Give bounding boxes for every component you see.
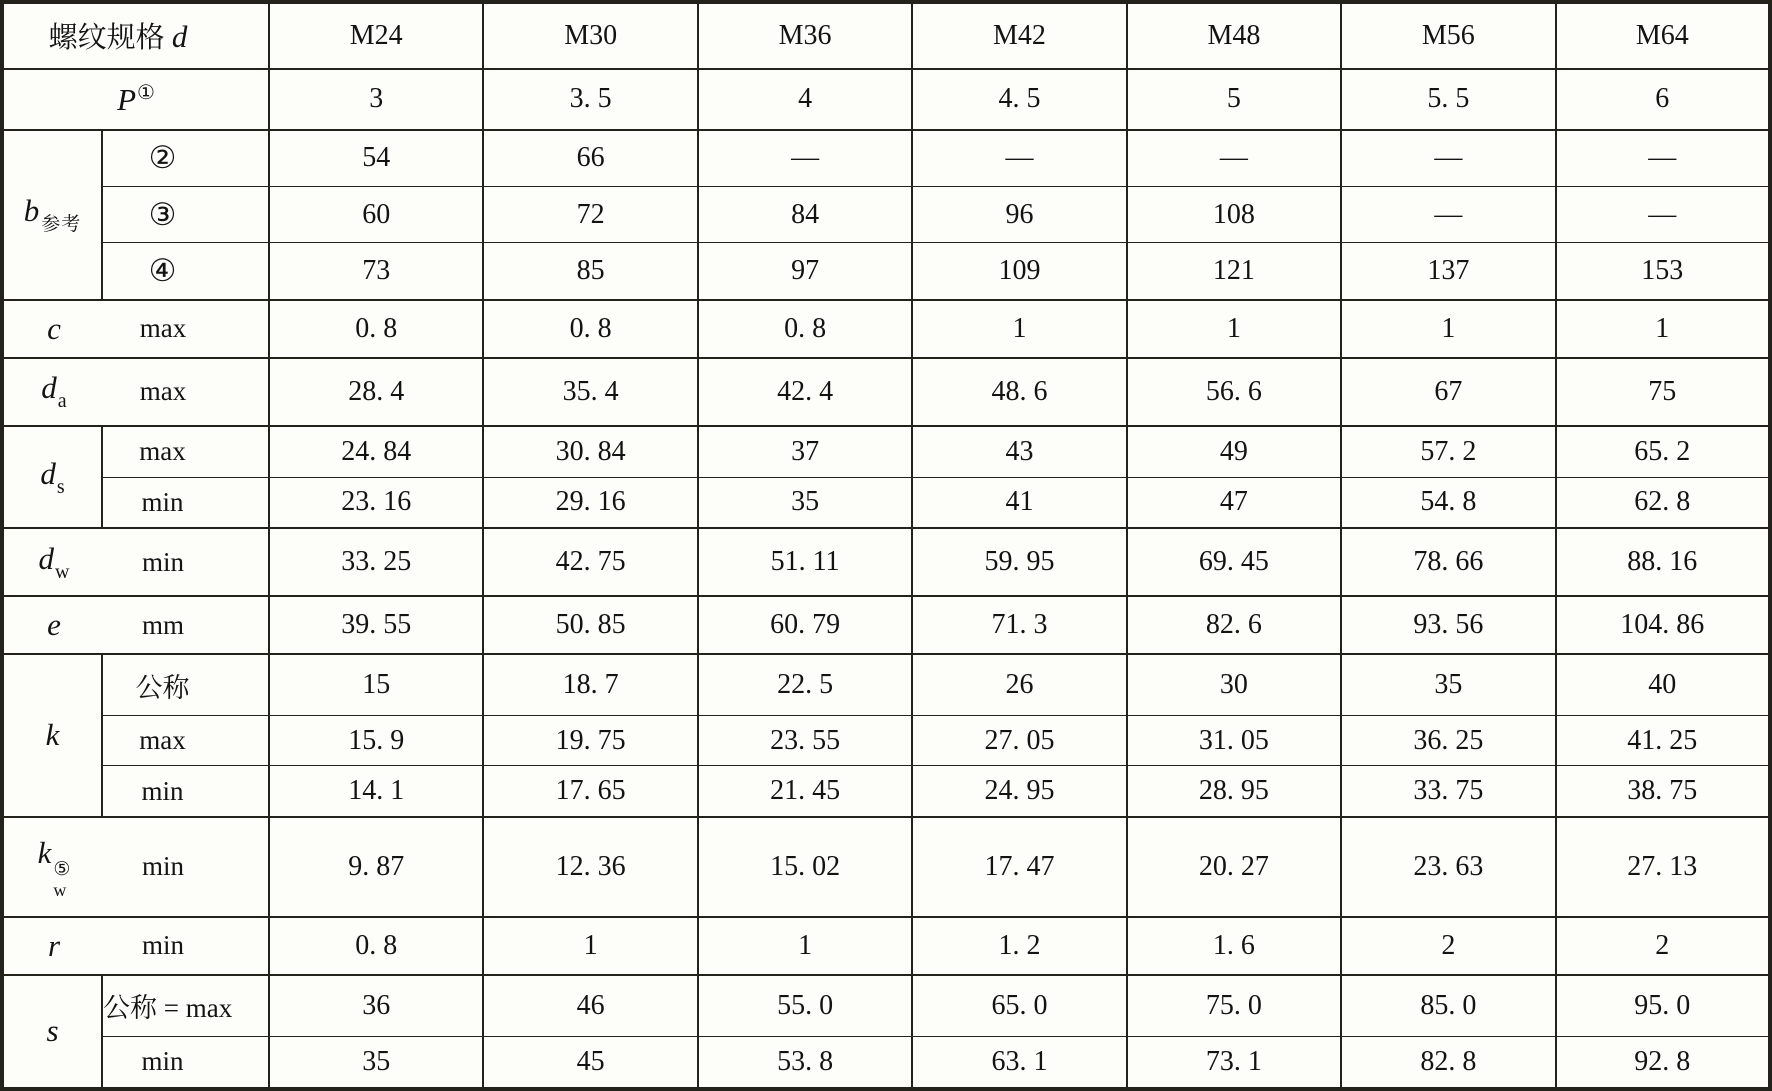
cell-b-ref-4-m42: 109 bbox=[912, 243, 1126, 300]
cell-c-m64: 1 bbox=[1556, 300, 1770, 358]
cell-k-w-m56: 23. 63 bbox=[1341, 817, 1555, 917]
cell-k-nom-m48: 30 bbox=[1127, 654, 1341, 716]
cell-r-m48: 1. 6 bbox=[1127, 917, 1341, 975]
row-variable-subscript: w bbox=[55, 560, 70, 583]
cell-d-s-max-m56: 57. 2 bbox=[1341, 426, 1555, 477]
cell-d-w-m64: 88. 16 bbox=[1556, 528, 1770, 596]
row-label-c bbox=[2, 300, 269, 358]
cell-k-min-m36: 21. 45 bbox=[698, 766, 912, 817]
cell-b-ref-3-m30: 72 bbox=[483, 187, 697, 243]
cell-s-nom-m30: 46 bbox=[483, 975, 697, 1037]
cell-d-w-m56: 78. 66 bbox=[1341, 528, 1555, 596]
cell-r-m64: 2 bbox=[1556, 917, 1770, 975]
cell-d-s-max-m36: 37 bbox=[698, 426, 912, 477]
column-header-m36: M36 bbox=[698, 2, 912, 69]
column-header-m30: M30 bbox=[483, 2, 697, 69]
cell-k-max-m48: 31. 05 bbox=[1127, 716, 1341, 766]
cell-k-max-m30: 19. 75 bbox=[483, 716, 697, 766]
cell-d-s-max-m64: 65. 2 bbox=[1556, 426, 1770, 477]
row-sublabel-d-s-max: max bbox=[102, 426, 269, 477]
cell-b-ref-3-m64: — bbox=[1556, 187, 1770, 243]
cell-p-m56: 5. 5 bbox=[1341, 69, 1555, 130]
cell-c-m36: 0. 8 bbox=[698, 300, 912, 358]
cell-e-m64: 104. 86 bbox=[1556, 596, 1770, 654]
row-variable-e: e bbox=[47, 607, 61, 643]
cell-b-ref-4-m30: 85 bbox=[483, 243, 697, 300]
column-header-m42: M42 bbox=[912, 2, 1126, 69]
cell-s-nom-m36: 55. 0 bbox=[698, 975, 912, 1037]
cell-c-m42: 1 bbox=[912, 300, 1126, 358]
row-variable-zone bbox=[4, 311, 104, 347]
cell-b-ref-2-m24: 54 bbox=[269, 130, 483, 187]
table-row-e bbox=[2, 596, 1770, 654]
corner-label-cn: 螺纹规格 bbox=[48, 22, 165, 55]
cell-r-m42: 1. 2 bbox=[912, 917, 1126, 975]
table-row-k-nom bbox=[2, 654, 1770, 716]
cell-k-w-m64: 27. 13 bbox=[1556, 817, 1770, 917]
table-row-b-ref-2 bbox=[2, 130, 1770, 187]
row-variable-subscript: 参考 bbox=[41, 214, 82, 236]
cell-k-min-m42: 24. 95 bbox=[912, 766, 1126, 817]
cell-c-m24: 0. 8 bbox=[269, 300, 483, 358]
cell-p-m64: 6 bbox=[1556, 69, 1770, 130]
cell-p-m42: 4. 5 bbox=[912, 69, 1126, 130]
table-row-c bbox=[2, 300, 1770, 358]
cell-p-m30: 3. 5 bbox=[483, 69, 697, 130]
cell-e-m56: 93. 56 bbox=[1341, 596, 1555, 654]
cell-b-ref-4-m48: 121 bbox=[1127, 243, 1341, 300]
row-sublabel-d-w: min bbox=[142, 546, 185, 577]
cell-s-min-m24: 35 bbox=[269, 1036, 483, 1089]
row-sublabel-e: mm bbox=[142, 609, 185, 640]
cell-d-w-m24: 33. 25 bbox=[269, 528, 483, 596]
cell-b-ref-2-m30: 66 bbox=[483, 130, 697, 187]
row-variable-d-a: d bbox=[41, 370, 57, 406]
cell-c-m30: 0. 8 bbox=[483, 300, 697, 358]
cell-k-w-m48: 20. 27 bbox=[1127, 817, 1341, 917]
cell-d-a-m64: 75 bbox=[1556, 358, 1770, 426]
cell-s-min-m36: 53. 8 bbox=[698, 1036, 912, 1089]
row-label-s-nom bbox=[2, 975, 102, 1089]
cell-r-m30: 1 bbox=[483, 917, 697, 975]
cell-b-ref-2-m36: — bbox=[698, 130, 912, 187]
column-header-m24: M24 bbox=[269, 2, 483, 69]
cell-s-min-m42: 63. 1 bbox=[912, 1036, 1126, 1089]
cell-d-s-min-m56: 54. 8 bbox=[1341, 477, 1555, 528]
row-label-k-nom bbox=[2, 654, 102, 817]
cell-d-a-m56: 67 bbox=[1341, 358, 1555, 426]
cell-e-m48: 82. 6 bbox=[1127, 596, 1341, 654]
table-row-k-min bbox=[2, 766, 1770, 817]
cell-k-max-m36: 23. 55 bbox=[698, 716, 912, 766]
cell-k-max-m64: 41. 25 bbox=[1556, 716, 1770, 766]
row-label-e bbox=[2, 596, 269, 654]
cell-d-a-m36: 42. 4 bbox=[698, 358, 912, 426]
cell-d-s-min-m30: 29. 16 bbox=[483, 477, 697, 528]
table-row-r bbox=[2, 917, 1770, 975]
row-label-b-ref-2 bbox=[2, 130, 102, 300]
cell-d-s-max-m48: 49 bbox=[1127, 426, 1341, 477]
cell-b-ref-4-m64: 153 bbox=[1556, 243, 1770, 300]
cell-s-min-m56: 82. 8 bbox=[1341, 1036, 1555, 1089]
cell-s-min-m48: 73. 1 bbox=[1127, 1036, 1341, 1089]
cell-e-m24: 39. 55 bbox=[269, 596, 483, 654]
cell-s-nom-m48: 75. 0 bbox=[1127, 975, 1341, 1037]
cell-e-m36: 60. 79 bbox=[698, 596, 912, 654]
row-sublabel-s-min: min bbox=[102, 1036, 269, 1089]
column-header-m64: M64 bbox=[1556, 2, 1770, 69]
table-row-k-w bbox=[2, 817, 1770, 917]
cell-d-s-min-m36: 35 bbox=[698, 477, 912, 528]
cell-b-ref-2-m64: — bbox=[1556, 130, 1770, 187]
cell-k-w-m42: 17. 47 bbox=[912, 817, 1126, 917]
cell-d-s-min-m64: 62. 8 bbox=[1556, 477, 1770, 528]
cell-k-nom-m36: 22. 5 bbox=[698, 654, 912, 716]
cell-k-nom-m30: 18. 7 bbox=[483, 654, 697, 716]
row-sublabel-b-ref-3: ③ bbox=[102, 187, 269, 243]
cell-k-min-m48: 28. 95 bbox=[1127, 766, 1341, 817]
cell-k-w-m30: 12. 36 bbox=[483, 817, 697, 917]
row-sublabel-d-s-min: min bbox=[102, 477, 269, 528]
cell-d-w-m48: 69. 45 bbox=[1127, 528, 1341, 596]
cell-c-m48: 1 bbox=[1127, 300, 1341, 358]
row-variable-zone bbox=[4, 835, 104, 899]
row-variable-s-nom: s bbox=[46, 1013, 59, 1049]
cell-b-ref-2-m42: — bbox=[912, 130, 1126, 187]
table-row-d-a bbox=[2, 358, 1770, 426]
cell-b-ref-3-m42: 96 bbox=[912, 187, 1126, 243]
cell-d-s-max-m30: 30. 84 bbox=[483, 426, 697, 477]
cell-s-nom-m64: 95. 0 bbox=[1556, 975, 1770, 1037]
row-sublabel-b-ref-2: ② bbox=[102, 130, 269, 187]
column-header-m48: M48 bbox=[1127, 2, 1341, 69]
cell-k-min-m64: 38. 75 bbox=[1556, 766, 1770, 817]
cell-s-min-m64: 92. 8 bbox=[1556, 1036, 1770, 1089]
cell-s-nom-m56: 85. 0 bbox=[1341, 975, 1555, 1037]
row-variable-c: c bbox=[47, 310, 61, 346]
cell-k-min-m56: 33. 75 bbox=[1341, 766, 1555, 817]
table-row-p bbox=[2, 69, 1770, 130]
cell-k-min-m30: 17. 65 bbox=[483, 766, 697, 817]
row-variable-superscript: ⑤ bbox=[53, 858, 71, 880]
cell-d-a-m42: 48. 6 bbox=[912, 358, 1126, 426]
row-sublabel-k-nom: 公称 bbox=[102, 654, 269, 716]
cell-k-nom-m42: 26 bbox=[912, 654, 1126, 716]
cell-k-nom-m64: 40 bbox=[1556, 654, 1770, 716]
cell-k-nom-m24: 15 bbox=[269, 654, 483, 716]
row-variable-r: r bbox=[47, 927, 61, 963]
table-row-s-nom bbox=[2, 975, 1770, 1037]
table-corner-label bbox=[2, 2, 269, 69]
row-variable-zone bbox=[4, 928, 104, 964]
cell-d-s-min-m42: 41 bbox=[912, 477, 1126, 528]
table-row-k-max bbox=[2, 716, 1770, 766]
table-row-d-w bbox=[2, 528, 1770, 596]
row-sublabel-s-nom: 公称 = max bbox=[102, 975, 269, 1037]
cell-s-nom-m24: 36 bbox=[269, 975, 483, 1037]
row-variable-subscript: a bbox=[57, 390, 67, 413]
cell-p-m24: 3 bbox=[269, 69, 483, 130]
row-sublabel-r: min bbox=[142, 930, 185, 961]
row-variable-p: P bbox=[117, 82, 136, 118]
cell-d-w-m36: 51. 11 bbox=[698, 528, 912, 596]
table-row-s-min bbox=[2, 1036, 1770, 1089]
cell-b-ref-3-m48: 108 bbox=[1127, 187, 1341, 243]
row-label-d-s-max bbox=[2, 426, 102, 528]
row-variable-k-nom: k bbox=[45, 717, 60, 753]
row-sublabel-k-min: min bbox=[102, 766, 269, 817]
table-row-b-ref-3 bbox=[2, 187, 1770, 243]
table-row-d-s-max bbox=[2, 426, 1770, 477]
row-sublabel-k-max: max bbox=[102, 716, 269, 766]
column-header-m56: M56 bbox=[1341, 2, 1555, 69]
table-row-d-s-min bbox=[2, 477, 1770, 528]
row-variable-zone bbox=[4, 541, 104, 584]
cell-k-nom-m56: 35 bbox=[1341, 654, 1555, 716]
cell-k-w-m36: 15. 02 bbox=[698, 817, 912, 917]
cell-d-a-m24: 28. 4 bbox=[269, 358, 483, 426]
cell-b-ref-3-m36: 84 bbox=[698, 187, 912, 243]
row-variable-b-ref-2: b bbox=[23, 193, 40, 229]
row-variable-d-w: d bbox=[38, 540, 55, 576]
cell-s-min-m30: 45 bbox=[483, 1036, 697, 1089]
row-sublabel-d-a: max bbox=[139, 376, 187, 407]
corner-label-variable: d bbox=[171, 19, 188, 55]
cell-p-m48: 5 bbox=[1127, 69, 1341, 130]
cell-d-s-min-m48: 47 bbox=[1127, 477, 1341, 528]
cell-c-m56: 1 bbox=[1341, 300, 1555, 358]
row-variable-subscript: s bbox=[56, 475, 65, 498]
cell-k-min-m24: 14. 1 bbox=[269, 766, 483, 817]
header-row bbox=[2, 2, 1770, 69]
cell-d-a-m30: 35. 4 bbox=[483, 358, 697, 426]
cell-b-ref-2-m48: — bbox=[1127, 130, 1341, 187]
row-variable-supsub-stack bbox=[53, 860, 70, 899]
cell-k-max-m42: 27. 05 bbox=[912, 716, 1126, 766]
row-label-r bbox=[2, 917, 269, 975]
cell-e-m30: 50. 85 bbox=[483, 596, 697, 654]
row-variable-superscript: ① bbox=[137, 82, 155, 105]
cell-d-s-max-m42: 43 bbox=[912, 426, 1126, 477]
cell-b-ref-2-m56: — bbox=[1341, 130, 1555, 187]
row-variable-k-w: k bbox=[37, 834, 52, 870]
cell-r-m24: 0. 8 bbox=[269, 917, 483, 975]
row-sublabel-b-ref-4: ④ bbox=[102, 243, 269, 300]
row-variable-zone bbox=[4, 370, 104, 413]
row-label-d-w bbox=[2, 528, 269, 596]
cell-d-w-m42: 59. 95 bbox=[912, 528, 1126, 596]
cell-k-max-m56: 36. 25 bbox=[1341, 716, 1555, 766]
cell-d-a-m48: 56. 6 bbox=[1127, 358, 1341, 426]
row-variable-subscript: w bbox=[53, 879, 67, 900]
row-sublabel-k-w: min bbox=[142, 851, 185, 882]
row-variable-d-s-max: d bbox=[40, 455, 56, 491]
cell-b-ref-4-m56: 137 bbox=[1341, 243, 1555, 300]
row-label-d-a bbox=[2, 358, 269, 426]
cell-p-m36: 4 bbox=[698, 69, 912, 130]
row-label-p bbox=[2, 69, 269, 130]
table-row-b-ref-4 bbox=[2, 243, 1770, 300]
cell-d-s-min-m24: 23. 16 bbox=[269, 477, 483, 528]
cell-b-ref-3-m24: 60 bbox=[269, 187, 483, 243]
row-variable-zone bbox=[4, 607, 104, 643]
row-label-k-w bbox=[2, 817, 269, 917]
cell-b-ref-3-m56: — bbox=[1341, 187, 1555, 243]
cell-e-m42: 71. 3 bbox=[912, 596, 1126, 654]
table-body bbox=[2, 2, 1770, 1089]
cell-d-w-m30: 42. 75 bbox=[483, 528, 697, 596]
cell-b-ref-4-m24: 73 bbox=[269, 243, 483, 300]
cell-b-ref-4-m36: 97 bbox=[698, 243, 912, 300]
cell-s-nom-m42: 65. 0 bbox=[912, 975, 1126, 1037]
cell-r-m36: 1 bbox=[698, 917, 912, 975]
cell-k-max-m24: 15. 9 bbox=[269, 716, 483, 766]
cell-r-m56: 2 bbox=[1341, 917, 1555, 975]
cell-d-s-max-m24: 24. 84 bbox=[269, 426, 483, 477]
cell-k-w-m24: 9. 87 bbox=[269, 817, 483, 917]
row-sublabel-c: max bbox=[139, 313, 187, 344]
